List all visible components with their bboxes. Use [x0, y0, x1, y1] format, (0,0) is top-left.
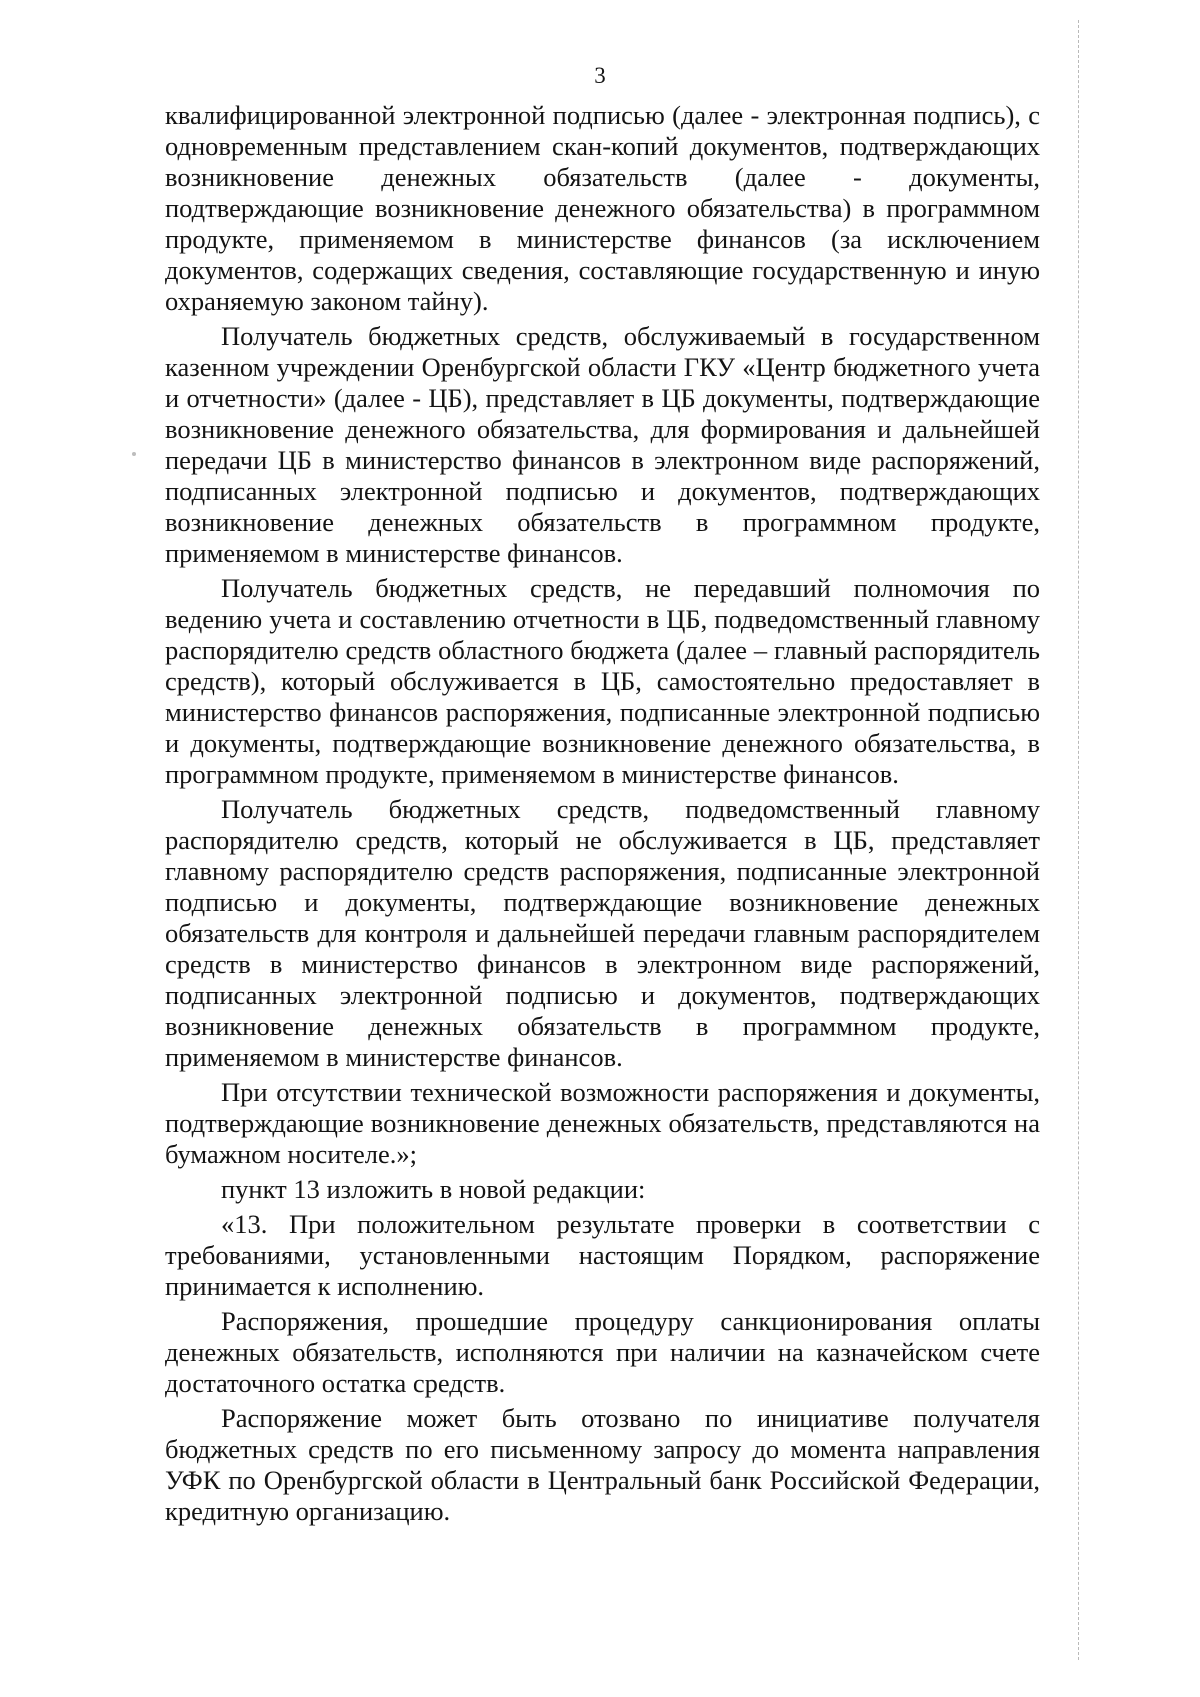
- page-number: 3: [594, 63, 606, 88]
- paragraph-independent-recipient: Получатель бюджетных средств, не передавший полномочия по ведению учета и составлению отчетности в ЦБ, подведомственный главному распорядителю средств областного бюджета (далее – главный распорядитель средств), который обслуживается в ЦБ, самостоятельно предоставляет в министерство финансов распоряжения, подписанные электронной подписью и документы, подтверждающие возникновение денежного обязательства, в программном продукте, применяемом в министерстве финансов.: [165, 573, 1040, 789]
- paragraph-cb-recipient: Получатель бюджетных средств, обслуживаемый в государственном казенном учреждении Оренбургской области ГКУ «Центр бюджетного учета и отчетности» (далее - ЦБ), представляет в ЦБ документы, подтверждающие возникновение денежного обязательства, для формирования и дальнейшей передачи ЦБ в министерство финансов в электронном виде распоряжений, подписанных электронной подписью и документов, подтверждающих возникновение денежных обязательств в программном продукте, применяемом в министерстве финансов.: [165, 321, 1040, 568]
- paragraph-continuation: квалифицированной электронной подписью (далее - электронная подпись), с одновременным представлением скан-копий документов, подтверждающих возникновение денежных обязательств (далее - документы, подтверждающие возникновение денежного обязательства) в программном продукте, применяемом в министерстве финансов (за исключением документов, содержащих сведения, составляющие государственную и иную охраняемую законом тайну).: [165, 100, 1040, 316]
- paragraph-non-cb-recipient: Получатель бюджетных средств, подведомственный главному распорядителю средств, который не обслуживается в ЦБ, представляет главному распорядителю средств распоряжения, подписанные электронной подписью и документы, подтверждающие возникновение денежных обязательств для контроля и дальнейшей передачи главным распорядителем средств в министерство финансов в электронном виде распоряжений, подписанных электронной подписью и документов, подтверждающих возникновение денежных обязательств в программном продукте, применяемом в министерстве финансов.: [165, 794, 1040, 1072]
- document-body: [165, 100, 1040, 1531]
- paragraph-clause-13-intro: пункт 13 изложить в новой редакции:: [221, 1174, 646, 1204]
- scan-dot: [132, 452, 136, 456]
- scan-fold-line: [1078, 20, 1079, 1660]
- paragraph-revocation: Распоряжение может быть отозвано по инициативе получателя бюджетных средств по его письменному запросу до момента направления УФК по Оренбургской области в Центральный банк Российской Федерации, кредитную организацию.: [165, 1403, 1040, 1526]
- paragraph-clause-13: «13. При положительном результате проверки в соответствии с требованиями, установленными настоящим Порядком, распоряжение принимается к исполнению.: [165, 1209, 1040, 1301]
- paragraph-execution: Распоряжения, прошедшие процедуру санкционирования оплаты денежных обязательств, исполняются при наличии на казначейском счете достаточного остатка средств.: [165, 1306, 1040, 1398]
- paragraph-paper-submission: При отсутствии технической возможности распоряжения и документы, подтверждающие возникновение денежных обязательств, представляются на бумажном носителе.»;: [165, 1077, 1040, 1169]
